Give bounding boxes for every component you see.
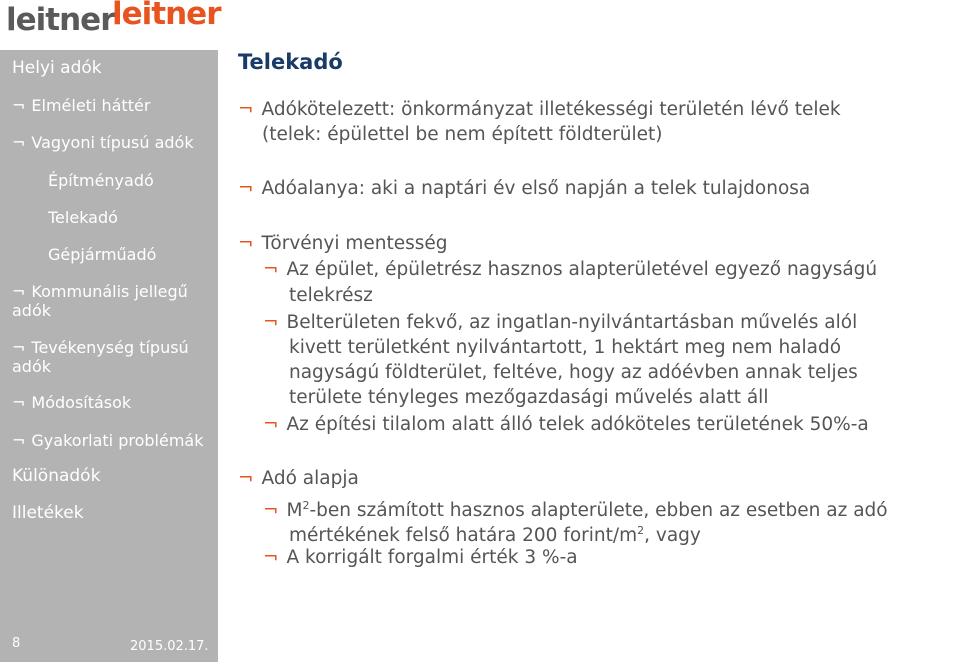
line-text: Az építési tilalom alatt álló telek adóköteles területének 50%-a <box>286 414 869 435</box>
line-text: Törvényi mentesség <box>261 233 448 254</box>
sub-bullet-line-cont <box>289 283 373 308</box>
bullet-icon: ¬ <box>238 468 254 489</box>
line-text: Adó alapja <box>261 468 359 489</box>
sidebar-item-label: Gépjárműadó <box>48 245 157 264</box>
bullet-icon: ¬ <box>12 393 26 412</box>
sidebar-item-tevekenyseg[interactable] <box>12 338 189 376</box>
page-number: 8 <box>12 636 21 651</box>
sub-bullet-line-cont <box>289 385 768 410</box>
sidebar-section-illetekek[interactable] <box>12 504 84 523</box>
bullet-line <box>238 231 448 256</box>
bullet-icon: ¬ <box>12 338 26 357</box>
sidebar-item-label: Kommunális jellegű <box>31 282 188 301</box>
bullet-icon: ¬ <box>263 547 279 568</box>
sidebar-item-gepjarmuado[interactable] <box>48 245 156 264</box>
bullet-line <box>238 176 810 201</box>
slide-date: 2015.02.17. <box>130 639 209 654</box>
line-text: Adókötelezett: önkormányzat illetékességi területén lévő telek <box>261 99 841 120</box>
line-text: M <box>286 500 303 522</box>
bullet-icon: ¬ <box>12 282 26 301</box>
sidebar-item-label: Telekadó <box>48 208 118 227</box>
sub-bullet-line <box>263 412 869 437</box>
line-text: Belterületen fekvő, az ingatlan-nyilvántartásban művelés alól <box>286 312 858 333</box>
sidebar-item-elmeleti-hatter[interactable] <box>12 96 150 115</box>
line-text: kivett területként nyilvántartott, 1 hektárt meg nem haladó <box>289 337 842 358</box>
logo-text-gray: leitner <box>6 2 115 38</box>
line-text: A korrigált forgalmi érték 3 %-a <box>286 547 578 568</box>
line-text: nagyságú földterület, feltéve, hogy az adóévben annak teljes <box>289 362 858 383</box>
bullet-icon: ¬ <box>263 414 279 435</box>
line-text: Adóalanya: aki a naptári év első napján a telek tulajdonosa <box>261 178 811 199</box>
sub-bullet-line-cont <box>289 335 841 360</box>
sidebar-item-label: Vagyoni típusú adók <box>31 133 194 152</box>
line-text: mértékének felső határa 200 forint/m <box>289 525 638 547</box>
bullet-icon: ¬ <box>12 431 26 450</box>
sidebar-section-helyi-adok[interactable] <box>12 59 102 78</box>
sidebar-item-gyakorlati[interactable] <box>12 431 203 450</box>
line-text: , vagy <box>644 525 701 547</box>
sidebar-item-kommunalis[interactable] <box>12 282 188 320</box>
line-text: területe tényleges mezőgazdasági művelés alatt áll <box>289 387 769 408</box>
line-text: telekrész <box>289 285 373 306</box>
sidebar-item-telekado[interactable] <box>48 208 118 227</box>
bullet-icon: ¬ <box>238 233 254 254</box>
page-title: Telekadó <box>238 50 343 74</box>
bullet-icon: ¬ <box>238 178 254 199</box>
sidebar-item-epitmenyado[interactable] <box>48 171 154 190</box>
sidebar-item-label: Elméleti háttér <box>31 96 151 115</box>
bullet-line <box>238 97 841 122</box>
sidebar-item-label-cont: adók <box>12 357 52 376</box>
sidebar-section-label: Helyi adók <box>12 58 102 78</box>
sidebar-section-kulonadok[interactable] <box>12 467 100 486</box>
sidebar-item-label: Módosítások <box>31 393 132 412</box>
sidebar-item-label-cont: adók <box>12 301 52 320</box>
sidebar-section-label: Különadók <box>12 466 101 486</box>
bullet-icon: ¬ <box>263 259 279 280</box>
bullet-icon: ¬ <box>263 312 279 333</box>
line-text: (telek: épülettel be nem épített földterület) <box>262 124 663 145</box>
logo-text-orange: leitner <box>112 0 221 32</box>
sidebar-item-modositasok[interactable] <box>12 393 131 412</box>
sidebar-item-label: Építményadó <box>48 171 154 190</box>
sidebar-section-label: Illetékek <box>12 503 84 523</box>
bullet-icon: ¬ <box>12 96 26 115</box>
sidebar-item-label: Tevékenység típusú <box>31 338 189 357</box>
sub-bullet-line <box>263 545 578 570</box>
superscript: 2 <box>302 499 310 512</box>
bullet-line-cont <box>262 122 662 147</box>
logo <box>0 0 240 50</box>
sub-bullet-line-cont <box>289 518 701 548</box>
sidebar-item-vagyoni[interactable] <box>12 133 194 152</box>
bullet-line <box>238 466 359 491</box>
bullet-icon: ¬ <box>12 133 26 152</box>
sidebar-item-label: Gyakorlati problémák <box>31 431 204 450</box>
line-text: -ben számított hasznos alapterülete, ebben az esetben az adó <box>309 500 888 522</box>
sub-bullet-line <box>263 310 857 335</box>
bullet-icon: ¬ <box>263 500 279 522</box>
sub-bullet-line-cont <box>289 360 858 385</box>
bullet-icon: ¬ <box>238 99 254 120</box>
sub-bullet-line <box>263 257 877 282</box>
superscript: 2 <box>637 524 645 537</box>
line-text: Az épület, épületrész hasznos alapterületével egyező nagyságú <box>286 259 878 280</box>
